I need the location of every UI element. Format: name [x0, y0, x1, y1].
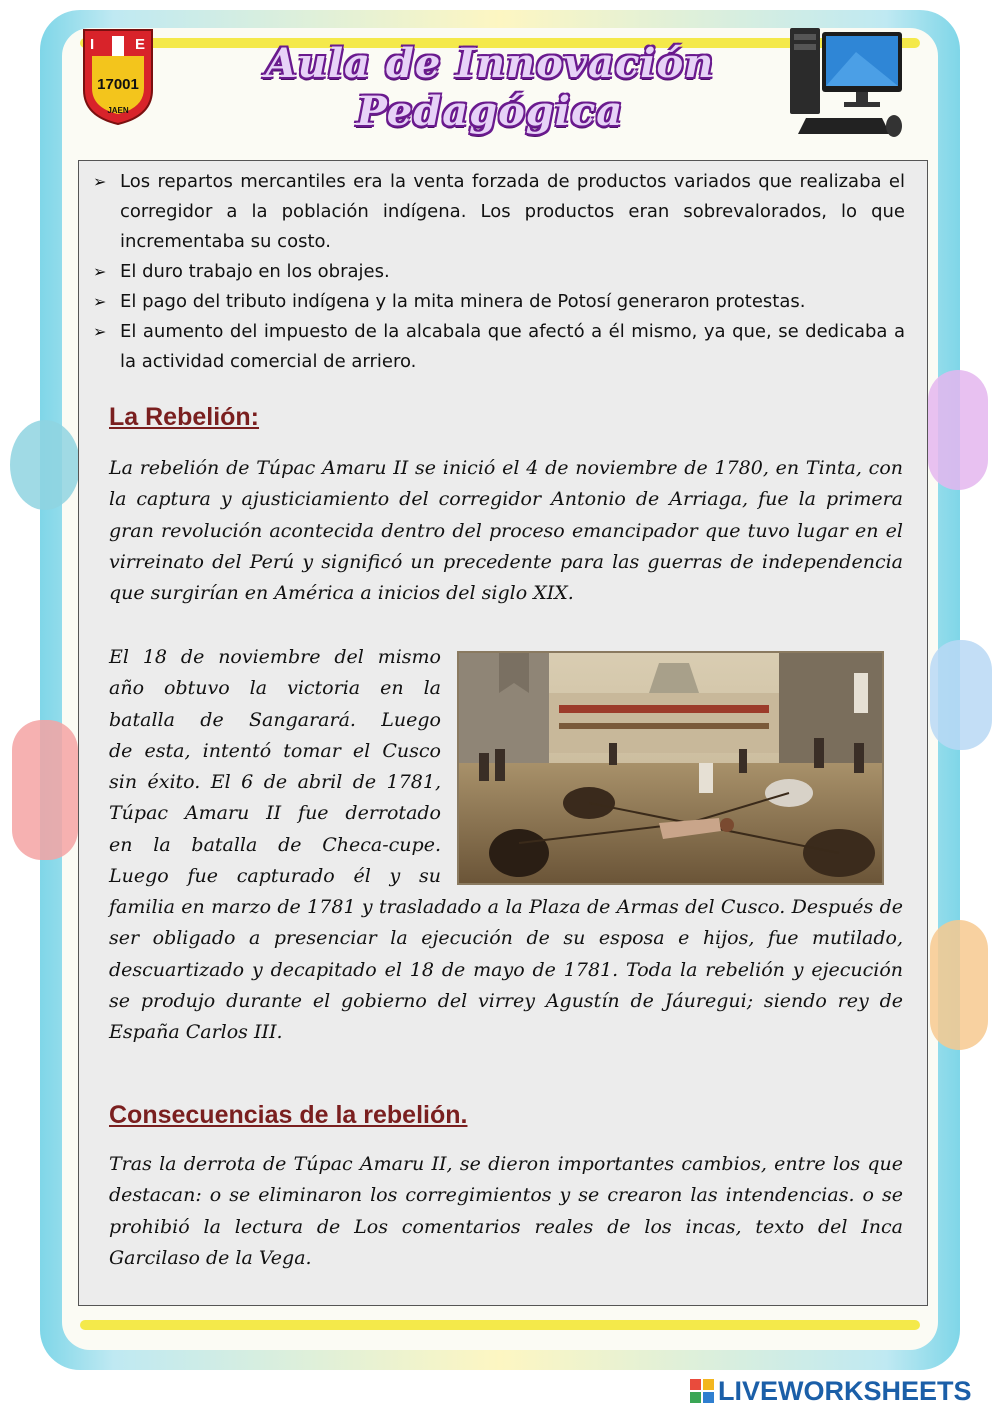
arrow-bullet-icon: ➢ — [93, 322, 107, 341]
decor-circle — [928, 370, 988, 490]
list-item — [87, 317, 905, 377]
list-item-text: El aumento del impuesto de la alcabala que afectó a él mismo, ya que, se dedicaba a la actividad comercial de arriero. — [120, 321, 905, 372]
page-title — [260, 40, 720, 136]
wrap-line: año obtuvo la victoria en la — [109, 677, 441, 700]
rebelion-paragraph-1: La rebelión de Túpac Amaru II se inició el 4 de noviembre de 1780, en Tinta, con la captura y ajusticiamiento del corregidor Antonio de Arriaga, fue la primera gran revolución acontecida dentro del proceso emancipador que tuvo lugar en el virreinato del Perú y significó un precedente para las guerras de independencia que surgirían en América a inicios del siglo XIX. — [109, 457, 903, 605]
computer-icon — [786, 22, 906, 144]
decor-circle — [10, 420, 80, 510]
wrap-line: sin éxito. El 6 de abril de 1781, — [109, 771, 441, 794]
list-item — [87, 167, 905, 257]
list-item-text: Los repartos mercantiles era la venta forzada de productos variados que realizaba el corregidor a la población indígena. Los productos eran sobrevalorados, lo que incrementaba su costo. — [120, 171, 905, 252]
execution-painting — [457, 651, 884, 885]
wrap-line: en la batalla de Checa-cupe. — [109, 833, 441, 856]
title-line-2: Pedagógica — [356, 88, 624, 135]
list-item — [87, 287, 905, 317]
school-logo — [82, 28, 154, 126]
arrow-bullet-icon: ➢ — [93, 262, 107, 281]
decor-circle — [930, 920, 988, 1050]
decor-circle — [12, 720, 78, 860]
causes-list — [87, 167, 905, 377]
consecuencias-paragraph: Tras la derrota de Túpac Amaru II, se dieron importantes cambios, entre los que destacan: o se eliminaron los corregimientos y se crearon las intendencias. o se prohibió la lectura de Los comentarios reales de los incas, texto del Inca Garcilaso de la Vega. — [109, 1153, 903, 1269]
logo-letter-right: E — [135, 36, 146, 53]
wrap-line: El 18 de noviembre del mismo — [109, 646, 441, 668]
arrow-bullet-icon: ➢ — [93, 172, 107, 191]
list-item-text: El pago del tributo indígena y la mita minera de Potosí generaron protestas. — [120, 291, 806, 312]
decor-circle — [930, 640, 992, 750]
wrap-line: batalla de Sangarará. Luego — [109, 708, 441, 731]
wrap-line: de esta, intentó tomar el Cusco — [109, 739, 441, 762]
liveworksheets-logo-icon — [690, 1379, 714, 1403]
frame-stripe-bottom — [80, 1320, 920, 1330]
title-line-1: Aula de Innovación — [265, 40, 715, 87]
section-heading-rebelion: La Rebelión: — [109, 403, 260, 431]
rebelion-wrap-text — [109, 642, 441, 892]
logo-letter-left: I — [90, 36, 95, 53]
liveworksheets-brand — [690, 1376, 990, 1406]
arrow-bullet-icon: ➢ — [93, 292, 107, 311]
wrap-line: Túpac Amaru II fue derrotado — [109, 802, 441, 825]
logo-place: JAEN — [107, 106, 129, 115]
list-item — [87, 257, 905, 287]
wrap-line: Luego fue capturado él y su — [109, 865, 441, 888]
logo-number: 17001 — [97, 76, 139, 93]
brand-text: LIVEWORKSHEETS — [718, 1376, 972, 1406]
section-heading-consecuencias: Consecuencias de la rebelión. — [109, 1101, 468, 1129]
list-item-text: El duro trabajo en los obrajes. — [120, 261, 390, 282]
content-box — [78, 160, 928, 1306]
rebelion-paragraph-2: familia en marzo de 1781 y trasladado a la Plaza de Armas del Cusco. Después de ser obligado a presenciar la ejecución de su esposa e hijos, fue mutilado, descuartizado y decapitado el 18 de mayo de 1781. Toda la rebelión y ejecución se produjo durante el gobierno del virrey Agustín de Jáuregui; siendo rey de España Carlos III. — [109, 896, 903, 1044]
